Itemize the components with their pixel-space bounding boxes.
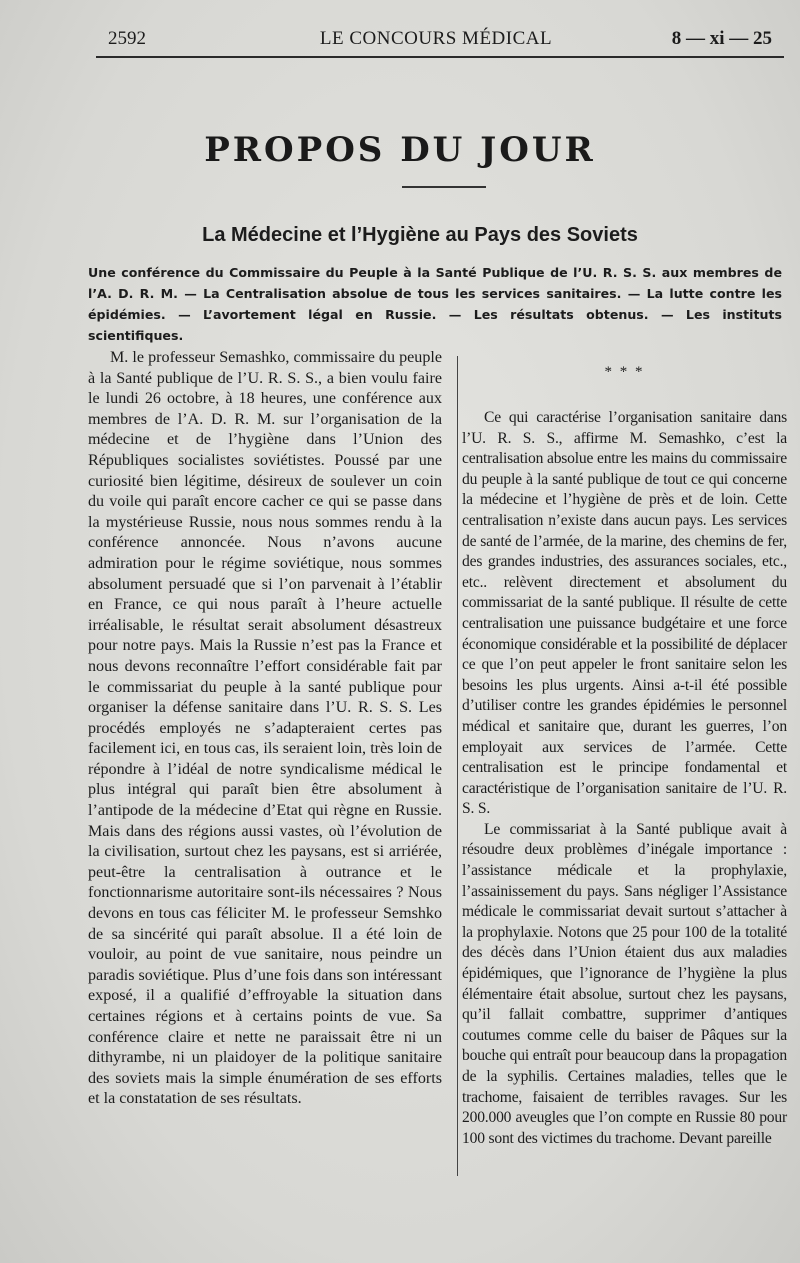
running-head bbox=[96, 26, 776, 54]
column-divider bbox=[457, 356, 458, 1176]
right-column-paragraph-1: Ce qui caractérise l’organisation sanitaire dans l’U. R. S. S., affirme M. Semashko, c’est la centralisation absolue entre les mains du commissaire du peuple à la santé publique de tout ce qui concerne la médecine et l’hygiène de près et de loin. Cette centralisation n’existe dans aucun pays. Les services de santé de l’armée, de la marine, des chemins de fer, des grandes industries, des assurances sociales, etc., etc.. relèvent directement et absolument du commissariat de la santé publique. Il résulte de cette centralisation une puissance budgétaire et une force économique considérable et la possibilité de déplacer ce que l’on peut appeler le front sanitaire selon les besoins les plus urgents. Ainsi a-t-il été possible d’utiliser contre les grandes épidémies le personnel médical et sanitaire que, durant les guerres, l’on employait aux services de l’armée. Cette centralisation est le principe fondamental et caractéristique de l’organisation sanitaire de l’U. R. S. S. bbox=[462, 409, 787, 818]
header-rule bbox=[96, 56, 784, 58]
article-summary: Une conférence du Commissaire du Peuple à la Santé Publique de l’U. R. S. S. aux membres de l’A. D. R. M. — La Centralisation absolue de tous les services sanitaires. — La lutte contre les épidémies. — L’avortement légal en Russie. — Les résultats obtenus. — Les instituts scientifiques. bbox=[88, 265, 782, 343]
page-number: 2592 bbox=[108, 28, 146, 49]
left-column-paragraph: M. le professeur Semashko, commissaire du peuple à la Santé publique de l’U. R. S. S., a bien voulu faire le lundi 26 octobre, à 18 heures, une conférence aux membres de l’A. D. R. M. sur l’organisation de la médecine et de l’hygiène dans l’Union des Républiques socialistes soviétistes. Poussé par une curiosité bien légitime, désireux de soulever un coin du voile qui paraît encore cacher ce qui se passe dans la mystérieuse Russie, nous nous sommes rendu à la conférence annoncée. Nous n’avons aucune admiration pour le régime soviétique, nous sommes absolument persuadé que si l’on parvenait à l’établir en France, ce qui nous paraît à l’heure actuelle irréalisable, le résultat serait absolument désastreux pour notre pays. Mais la Russie n’est pas la France et nous devons reconnaître l’effort considérable fait par le commissariat du peuple à la santé publique pour organiser la défense sanitaire dans l’U. R. S. S. Les procédés employés ne s’adapteraient certes pas facilement ici, en tous cas, ils seraient loin, très loin de répondre à l’idéal de notre syndicalisme médical le plus intégral qui paraît bien être absolument à l’antipode de la médecine d’Etat qui règne en Russie. Mais dans des régions aussi vastes, où l’évolution de la civilisation, surtout chez les paysans, est si arriérée, peut-être la centralisation à outrance et le fonctionnarisme autoritaire sont-ils nécessaires ? Nous devons en tous cas féliciter M. le professeur Semshko de sa sincérité qui paraît absolue. Il a été loin de vouloir, au point de vue sanitaire, nous peindre un paradis soviétique. Plus d’une fois dans son intéressant exposé, il a qualifié d’effroyable la situation dans certaines régions et à certains points de vue. Sa conférence claire et nette ne paraissait être ni un dithyrambe, ni un plaidoyer de la politique sanitaire des soviets mais la simple énumération de ses efforts et la constatation de ses résultats. bbox=[88, 349, 443, 1108]
article-title: La Médecine et l’Hygiène au Pays des Soviets bbox=[202, 224, 638, 246]
asterism-separator: * * * bbox=[604, 364, 645, 380]
rubric-divider bbox=[402, 186, 486, 188]
right-column-paragraph-2: Le commissariat à la Santé publique avait à résoudre deux problèmes d’inégale importance : l’assistance médicale et la prophylaxie, l’assainissement du pays. Sans négliger l’Assistance médicale le commissariat devait surtout s’attacher à la prophylaxie. Notons que 25 pour 100 de la totalité des décès dans l’Union étaient dus aux maladies épidémiques, que l’ignorance de l’hygiène la plus élémentaire était absolue, surtout chez les paysans, qu’il fallait combattre, supprimer d’antiques coutumes comme celle du baiser de Pâques sur la bouche qui entraît pour beaucoup dans la propagation de la syphilis. Certaines maladies, telles que le trachome, faisaient de terribles ravages. Sur les 200.000 aveugles que l’on compte en Russie 80 pour 100 sont des victimes du trachome. Devant pareille bbox=[462, 820, 787, 1147]
right-column bbox=[462, 362, 787, 1149]
issue-date: 8 — xi — 25 bbox=[671, 28, 772, 49]
rubric-heading: PROPOS DU JOUR bbox=[204, 130, 596, 170]
journal-title: LE CONCOURS MÉDICAL bbox=[319, 28, 553, 49]
left-column bbox=[88, 348, 442, 1110]
